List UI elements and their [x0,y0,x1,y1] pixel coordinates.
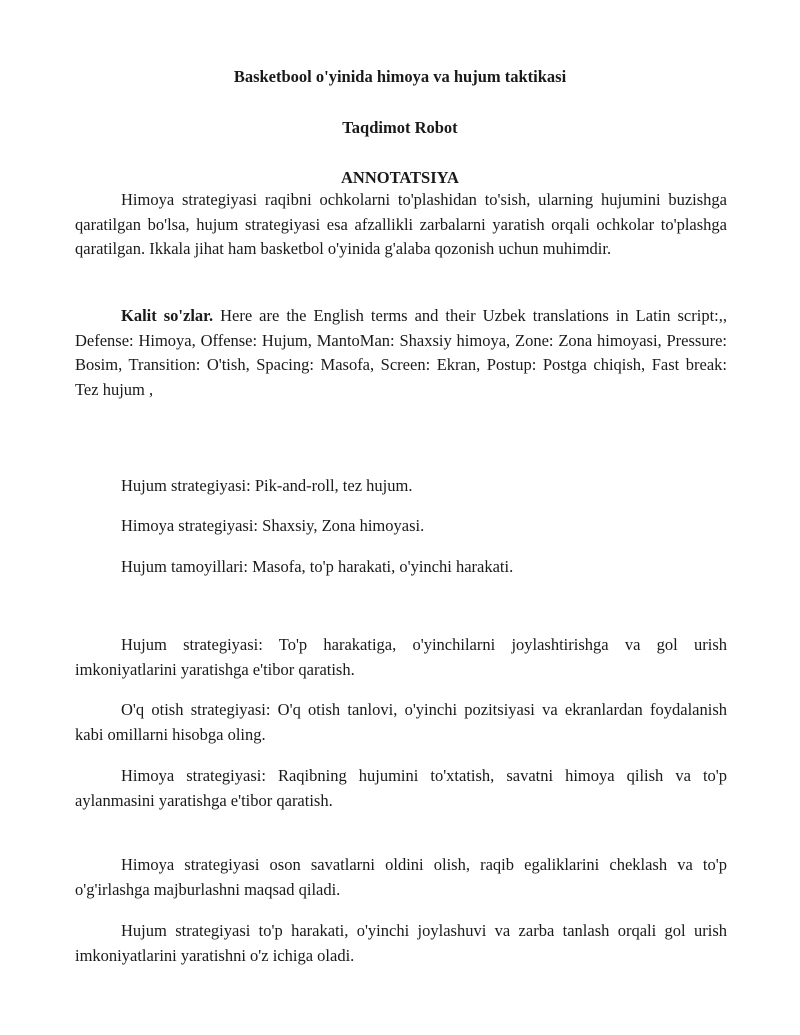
body-paragraph: O'q otish strategiyasi: O'q otish tanlovi, o'yinchi pozitsiyasi va ekranlardan foydalanish kabi omillarni hisobga oling. [75,700,727,744]
keywords-text: Here are the English terms and their Uzbek translations in Latin script:,, Defense: Himoya, Offense: Hujum, MantoMan: Shaxsiy himoya, Zone: Zona himoyasi, Pressure: Bosim, Transition: O'tish, Spacing: Masofa, Screen: Ekran, Postup: Postga chiqish, Fast break: Tez hujum , [75,306,727,399]
keywords-paragraph [75,304,727,402]
body-paragraph: Hujum strategiyasi to'p harakati, o'yinchi joylashuvi va zarba tanlash orqali gol urish imkoniyatlarini yaratishni o'z ichiga oladi. [75,921,727,965]
list-item: Hujum tamoyillari: Masofa, to'p harakati, o'yinchi harakati. [121,557,514,576]
document-title: Basketbool o'yinida himoya va hujum taktikasi [233,67,567,86]
body-paragraph: Himoya strategiyasi oson savatlarni oldini olish, raqib egaliklarini cheklash va to'p o'g'irlashga majburlashni maqsad qiladi. [75,855,727,899]
body-paragraph: Himoya strategiyasi: Raqibning hujumini to'xtatish, savatni himoya qilish va to'p aylanmasini yaratishga e'tibor qaratish. [75,766,727,810]
body-paragraph: Hujum strategiyasi: To'p harakatiga, o'yinchilarni joylashtirishga va gol urish imkoniyatlarini yaratishga e'tibor qaratish. [75,635,727,679]
abstract-paragraph: Himoya strategiyasi raqibni ochkolarni to'plashidan to'sish, ularning hujumini buzishga qaratilgan bo'lsa, hujum strategiyasi esa afzallikli zarbalarni yaratish orqali ochkolar to'plashga qaratilgan. Ikkala jihat ham basketbol o'yinida g'alaba qozonish uchun muhimdir. [75,190,727,258]
list-item: Himoya strategiyasi: Shaxsiy, Zona himoyasi. [121,516,425,535]
document-author: Taqdimot Robot [342,118,458,137]
keywords-label: Kalit so'zlar. [121,306,214,325]
list-item: Hujum strategiyasi: Pik-and-roll, tez hujum. [121,476,413,495]
abstract-heading: ANNOTATSIYA [341,168,459,187]
